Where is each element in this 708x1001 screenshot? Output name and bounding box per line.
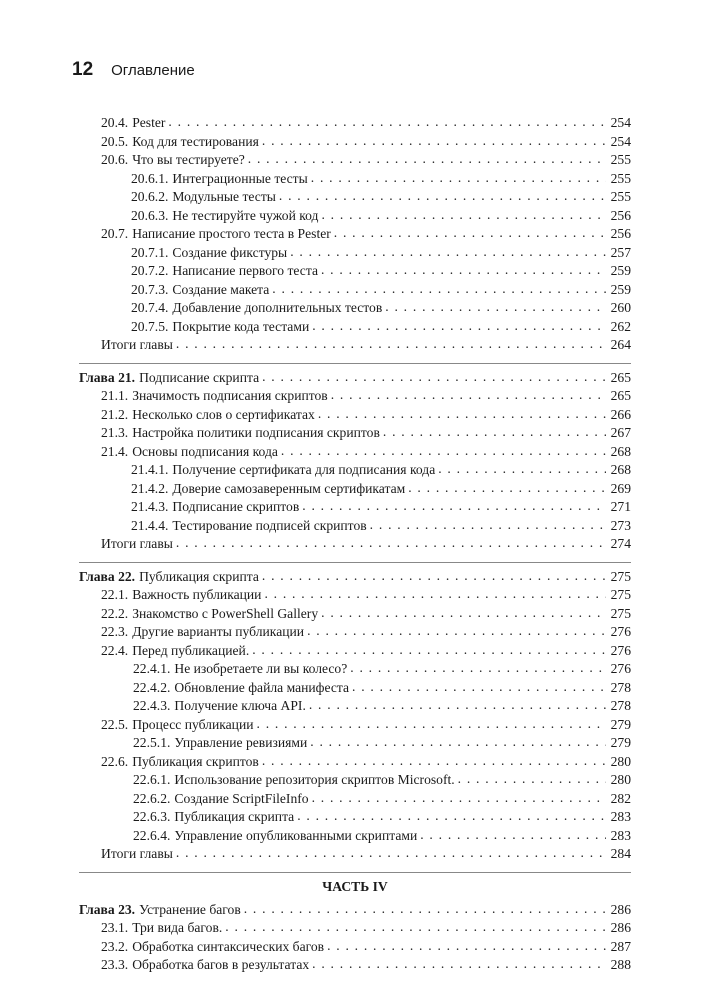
entry-number: 21.3.: [101, 425, 129, 440]
entry-title: Важность публикации: [132, 587, 262, 602]
entry-page-number: 255: [610, 152, 631, 167]
toc-entry[interactable]: [79, 207, 631, 226]
entry-page-number: 254: [610, 115, 631, 130]
entry-page-number: 271: [610, 499, 631, 514]
toc-entry[interactable]: [79, 716, 631, 735]
dot-leader: [321, 206, 606, 225]
entry-number: 22.1.: [101, 587, 129, 602]
entry-page-number: 282: [610, 790, 631, 806]
entry-number: 21.4.: [101, 443, 129, 459]
toc-entry[interactable]: [79, 660, 631, 679]
entry-title: Не изобретаете ли вы колесо?: [174, 661, 348, 676]
entry-page-number: 255: [610, 170, 631, 186]
entry-number: Глава 23.: [79, 901, 136, 917]
entry-page-number: 266: [610, 406, 631, 422]
entry-number: 20.5.: [101, 133, 129, 149]
entry-page-number: 259: [610, 281, 631, 297]
entry-title: Модульные тесты: [172, 189, 276, 204]
entry-page-number: 286: [610, 901, 631, 917]
section-divider: [79, 872, 631, 873]
entry-number: 22.6.4.: [133, 827, 171, 843]
toc-entry[interactable]: [79, 642, 631, 661]
entry-title: Несколько слов о сертификатах: [132, 406, 315, 422]
entry-number: 23.2.: [101, 938, 129, 954]
entry-title: Доверие самозаверенным сертификатам: [172, 480, 406, 496]
entry-title: Написание первого теста: [172, 263, 318, 278]
entry-number: 20.6.: [101, 152, 129, 167]
entry-number: 20.7.1.: [131, 244, 169, 260]
toc-entry[interactable]: [79, 424, 631, 443]
dot-leader: [327, 937, 606, 956]
entry-title: Подписание скриптов: [172, 499, 300, 514]
entry-title: Создание фикстуры: [172, 244, 288, 260]
toc-entry[interactable]: [79, 808, 631, 827]
entry-title: Другие варианты публикации: [132, 624, 305, 639]
entry-title: Управление ревизиями: [174, 735, 308, 750]
dot-leader: [350, 659, 606, 678]
entry-page-number: 279: [610, 716, 631, 732]
toc-entry[interactable]: [79, 281, 631, 300]
entry-title: Публикация скриптов: [132, 753, 259, 769]
entry-page-number: 288: [610, 957, 631, 972]
dot-leader: [248, 150, 606, 169]
entry-title: Не тестируйте чужой код: [172, 207, 319, 223]
entry-number: 20.6.2.: [131, 189, 169, 204]
dot-leader: [334, 224, 606, 243]
part-heading: ЧАСТЬ IV: [322, 878, 388, 894]
entry-number: 22.6.3.: [133, 809, 171, 824]
entry-title: Создание ScriptFileInfo: [174, 790, 309, 806]
dot-leader: [310, 733, 606, 752]
toc-entry[interactable]: [79, 151, 631, 170]
dot-leader: [262, 368, 606, 387]
entry-page-number: 286: [610, 920, 631, 935]
entry-number: 21.4.1.: [131, 462, 169, 477]
entry-title: Значимость подписания скриптов: [132, 388, 328, 403]
toc-entry[interactable]: [79, 517, 631, 536]
toc-entry[interactable]: [79, 225, 631, 244]
entry-page-number: 265: [610, 388, 631, 403]
entry-title: Процесс публикации: [132, 716, 254, 732]
entry-number: 20.6.1.: [131, 170, 169, 186]
toc-entry[interactable]: [79, 461, 631, 480]
toc-entry[interactable]: [79, 827, 631, 846]
entry-title: Написание простого теста в Pester: [132, 226, 331, 241]
dot-leader: [352, 678, 606, 697]
entry-number: 23.1.: [101, 920, 129, 935]
dot-leader: [408, 479, 606, 498]
toc-entry[interactable]: [79, 919, 631, 938]
toc-chapter-entry[interactable]: [79, 369, 631, 388]
entry-page-number: 278: [610, 679, 631, 695]
entry-title: Управление опубликованными скриптами: [174, 827, 418, 843]
section-divider: [79, 562, 631, 563]
toc-entry[interactable]: [79, 586, 631, 605]
entry-title: Устранение багов: [139, 901, 241, 917]
table-of-contents: [79, 114, 631, 975]
entry-number: 22.3.: [101, 624, 129, 639]
entry-number: 22.4.2.: [133, 679, 171, 695]
entry-number: 20.4.: [101, 115, 129, 130]
entry-title: Обработка синтаксических багов: [132, 938, 325, 954]
toc-entry[interactable]: [79, 956, 631, 975]
entry-title: Публикация скрипта: [139, 568, 259, 584]
entry-title: Настройка политики подписания скриптов: [132, 425, 380, 440]
dot-leader: [262, 132, 606, 151]
entry-number: Глава 21.: [79, 369, 136, 385]
entry-page-number: 276: [610, 642, 631, 658]
toc-entry[interactable]: [79, 753, 631, 772]
entry-page-number: 269: [610, 480, 631, 496]
entry-title: Покрытие кода тестами: [172, 318, 310, 334]
entry-number: 22.6.: [101, 753, 129, 769]
toc-entry[interactable]: [79, 299, 631, 318]
entry-title: Перед публикацией.: [132, 642, 250, 658]
toc-entry[interactable]: [79, 406, 631, 425]
dot-leader: [458, 770, 606, 789]
toc-entry[interactable]: [79, 443, 631, 462]
entry-page-number: 275: [610, 568, 631, 584]
dot-leader: [370, 516, 606, 535]
entry-page-number: 276: [610, 661, 631, 676]
entry-page-number: 275: [610, 605, 631, 621]
entry-page-number: 268: [610, 443, 631, 459]
entry-number: 22.4.: [101, 642, 129, 658]
dot-leader: [321, 604, 606, 623]
entry-title: Публикация скрипта: [174, 809, 295, 824]
entry-page-number: 278: [610, 698, 631, 713]
entry-title: Итоги главы: [101, 337, 173, 352]
toc-entry[interactable]: [79, 336, 631, 355]
entry-page-number: 280: [610, 772, 631, 787]
dot-leader: [272, 280, 606, 299]
dot-leader: [307, 622, 606, 641]
dot-leader: [225, 918, 606, 937]
dot-leader: [312, 789, 606, 808]
toc-entry[interactable]: [79, 188, 631, 207]
entry-number: 22.4.3.: [133, 698, 171, 713]
running-title: Оглавление: [111, 62, 195, 79]
entry-page-number: 268: [610, 462, 631, 477]
dot-leader: [252, 641, 606, 660]
entry-title: Получение ключа API.: [174, 698, 306, 713]
entry-title: Обновление файла манифеста: [174, 679, 350, 695]
entry-title: Использование репозитория скриптов Microsoft.: [174, 772, 455, 787]
toc-entry[interactable]: [79, 938, 631, 957]
entry-page-number: 275: [610, 587, 631, 602]
entry-page-number: 287: [610, 938, 631, 954]
entry-page-number: 259: [610, 263, 631, 278]
entry-page-number: 267: [610, 425, 631, 440]
page-header: [72, 59, 195, 83]
entry-page-number: 280: [610, 753, 631, 769]
entry-title: Добавление дополнительных тестов: [172, 300, 383, 315]
toc-chapter-entry[interactable]: [79, 901, 631, 920]
entry-title: Итоги главы: [101, 536, 173, 551]
dot-leader: [318, 405, 606, 424]
entry-title: Создание макета: [172, 281, 270, 297]
entry-title: Pester: [132, 115, 166, 130]
dot-leader: [281, 442, 606, 461]
entry-number: 22.5.: [101, 716, 129, 732]
entry-page-number: 284: [610, 846, 631, 861]
entry-page-number: 283: [610, 827, 631, 843]
dot-leader: [420, 826, 606, 845]
dot-leader: [331, 386, 606, 405]
dot-leader: [264, 585, 606, 604]
toc-entry[interactable]: [79, 262, 631, 281]
toc-entry[interactable]: [79, 734, 631, 753]
section-divider: [79, 363, 631, 364]
entry-page-number: 273: [610, 517, 631, 533]
dot-leader: [309, 696, 606, 715]
page-number: 12: [72, 59, 94, 80]
toc-entry[interactable]: [79, 771, 631, 790]
toc-entry[interactable]: [79, 480, 631, 499]
dot-leader: [262, 567, 606, 586]
entry-title: Подписание скрипта: [139, 369, 260, 385]
dot-leader: [244, 900, 606, 919]
entry-title: Тестирование подписей скриптов: [172, 517, 367, 533]
entry-number: 22.5.1.: [133, 735, 171, 750]
dot-leader: [438, 460, 606, 479]
dot-leader: [302, 497, 606, 516]
entry-number: Глава 22.: [79, 568, 136, 584]
entry-title: Интеграционные тесты: [172, 170, 308, 186]
toc-entry[interactable]: [79, 170, 631, 189]
entry-number: 21.4.3.: [131, 499, 169, 514]
entry-number: 20.6.3.: [131, 207, 169, 223]
dot-leader: [297, 807, 606, 826]
toc-entry[interactable]: [79, 605, 631, 624]
toc-entry[interactable]: [79, 845, 631, 864]
entry-number: 20.7.: [101, 226, 129, 241]
dot-leader: [262, 752, 606, 771]
dot-leader: [176, 844, 606, 863]
entry-number: 21.1.: [101, 388, 129, 403]
entry-title: Итоги главы: [101, 846, 173, 861]
entry-page-number: 276: [610, 624, 631, 639]
dot-leader: [321, 261, 606, 280]
entry-title: Что вы тестируете?: [132, 152, 245, 167]
toc-entry[interactable]: [79, 133, 631, 152]
entry-page-number: 279: [610, 735, 631, 750]
entry-page-number: 265: [610, 369, 631, 385]
entry-number: 21.4.2.: [131, 480, 169, 496]
toc-entry[interactable]: [79, 318, 631, 337]
toc-entry[interactable]: [79, 244, 631, 263]
entry-title: Три вида багов.: [132, 920, 223, 935]
entry-title: Знакомство с PowerShell Gallery: [132, 605, 319, 621]
entry-number: 22.4.1.: [133, 661, 171, 676]
entry-title: Обработка багов в результатах: [132, 957, 310, 972]
entry-title: Основы подписания кода: [132, 443, 278, 459]
toc-entry[interactable]: [79, 114, 631, 133]
entry-page-number: 264: [610, 337, 631, 352]
toc-entry[interactable]: [79, 387, 631, 406]
toc-entry[interactable]: [79, 790, 631, 809]
entry-page-number: 260: [610, 300, 631, 315]
entry-page-number: 255: [610, 189, 631, 204]
entry-page-number: 254: [610, 133, 631, 149]
dot-leader: [312, 317, 606, 336]
toc-entry[interactable]: [79, 679, 631, 698]
entry-number: 22.2.: [101, 605, 129, 621]
dot-leader: [176, 335, 606, 354]
entry-page-number: 262: [610, 318, 631, 334]
entry-number: 21.2.: [101, 406, 129, 422]
dot-leader: [385, 298, 606, 317]
dot-leader: [176, 534, 606, 553]
entry-page-number: 256: [610, 226, 631, 241]
toc-chapter-entry[interactable]: [79, 568, 631, 587]
entry-number: 20.7.3.: [131, 281, 169, 297]
entry-page-number: 274: [610, 536, 631, 551]
entry-number: 23.3.: [101, 957, 129, 972]
dot-leader: [290, 243, 606, 262]
entry-number: 22.6.1.: [133, 772, 171, 787]
dot-leader: [279, 187, 606, 206]
dot-leader: [383, 423, 606, 442]
toc-entry[interactable]: [79, 697, 631, 716]
entry-title: Получение сертификата для подписания кода: [172, 462, 436, 477]
entry-title: Код для тестирования: [132, 133, 259, 149]
toc-entry[interactable]: [79, 623, 631, 642]
toc-entry[interactable]: [79, 498, 631, 517]
dot-leader: [168, 113, 606, 132]
dot-leader: [311, 169, 606, 188]
entry-page-number: 283: [610, 809, 631, 824]
entry-number: 21.4.4.: [131, 517, 169, 533]
entry-number: 20.7.4.: [131, 300, 169, 315]
entry-number: 20.7.5.: [131, 318, 169, 334]
dot-leader: [312, 955, 606, 974]
entry-number: 20.7.2.: [131, 263, 169, 278]
toc-entry[interactable]: [79, 535, 631, 554]
dot-leader: [257, 715, 607, 734]
entry-page-number: 256: [610, 207, 631, 223]
entry-page-number: 257: [610, 244, 631, 260]
entry-number: 22.6.2.: [133, 790, 171, 806]
